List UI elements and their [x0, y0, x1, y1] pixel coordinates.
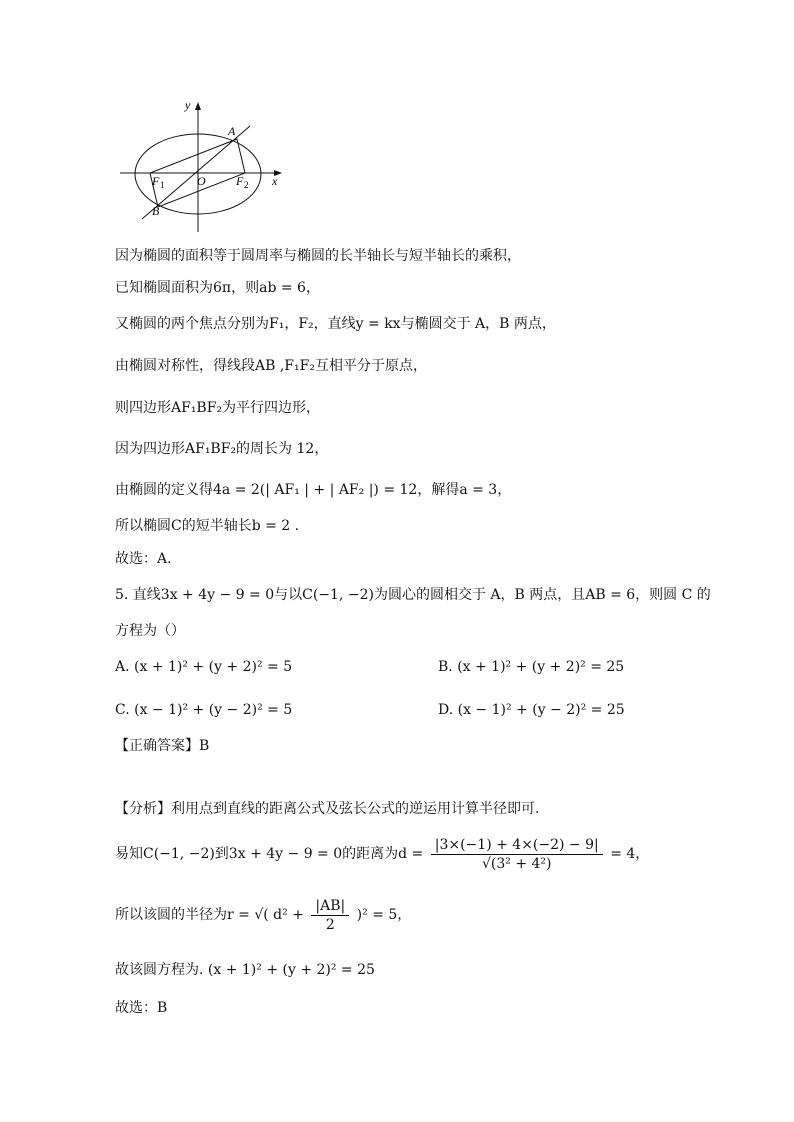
- radius-suffix: )² = 5，: [356, 907, 412, 923]
- radius-numerator: |AB|: [311, 897, 349, 916]
- radius-fraction: [311, 897, 349, 934]
- text-line-6: 因为四边形AF₁BF₂的周长为 12，: [115, 441, 329, 457]
- distance-suffix: = 4，: [610, 846, 650, 862]
- text-line-4: 由椭圆对称性，得线段AB ,F₁F₂互相平分于原点，: [115, 358, 427, 374]
- text-line-8: 所以椭圆C的短半轴长b = 2 .: [115, 518, 300, 534]
- option-b: B. (x + 1)² + (y + 2)² = 25: [438, 659, 625, 675]
- correct-answer: 【正确答案】B: [115, 738, 210, 754]
- option-c: C. (x − 1)² + (y − 2)² = 5: [115, 702, 293, 718]
- question-stem-cont: 方程为（）: [115, 623, 185, 639]
- distance-numerator: |3×(−1) + 4×(−2) − 9|: [431, 836, 603, 855]
- ellipse-figure: [112, 97, 292, 237]
- label-B: B: [152, 204, 160, 218]
- label-x: x: [272, 174, 278, 188]
- question-stem: 5. 直线3x + 4y − 9 = 0与以C(−1, −2)为圆心的圆相交于 A，B 两点，且AB = 6，则圆 C 的: [115, 587, 711, 603]
- text-line-9: 故选：A.: [115, 551, 172, 567]
- label-F2-sub: 2: [244, 180, 249, 190]
- label-F2: F: [236, 174, 244, 188]
- y-axis-arrow: [195, 102, 201, 110]
- label-A: A: [228, 124, 236, 138]
- distance-prefix: 易知C(−1, −2)到3x + 4y − 9 = 0的距离为d =: [115, 846, 424, 862]
- label-O: O: [197, 174, 206, 188]
- text-line-3: 又椭圆的两个焦点分别为F₁，F₂，直线y = kx与椭圆交于 A，B 两点，: [115, 316, 556, 332]
- analysis-radius: [115, 893, 411, 937]
- analysis-distance: [115, 832, 649, 876]
- distance-denominator: √(3² + 4²): [481, 855, 552, 872]
- text-line-7: 由椭圆的定义得4a = 2(| AF₁ | + | AF₂ |) = 12，解得a = 3，: [115, 482, 512, 498]
- label-F1: F: [152, 174, 160, 188]
- option-a: A. (x + 1)² + (y + 2)² = 5: [115, 659, 293, 675]
- text-line-1: 因为椭圆的面积等于圆周率与椭圆的长半轴长与短半轴长的乘积，: [115, 248, 521, 264]
- radius-denominator: 2: [325, 916, 335, 933]
- analysis-conclusion: 故选：B: [115, 1000, 168, 1016]
- distance-fraction: [431, 836, 603, 873]
- analysis-circle-equation: 故该圆方程为. (x + 1)² + (y + 2)² = 25: [115, 962, 375, 978]
- label-y: y: [185, 98, 191, 112]
- text-line-5: 则四边形AF₁BF₂为平行四边形，: [115, 400, 321, 416]
- option-d: D. (x − 1)² + (y − 2)² = 25: [438, 702, 625, 718]
- label-F1-sub: 1: [160, 180, 165, 190]
- text-line-2: 已知椭圆面积为6π，则ab = 6，: [115, 280, 320, 296]
- radius-prefix: 所以该圆的半径为r = √( d² +: [115, 907, 309, 923]
- analysis-title: 【分析】利用点到直线的距离公式及弦长公式的逆运用计算半径即可.: [115, 801, 540, 817]
